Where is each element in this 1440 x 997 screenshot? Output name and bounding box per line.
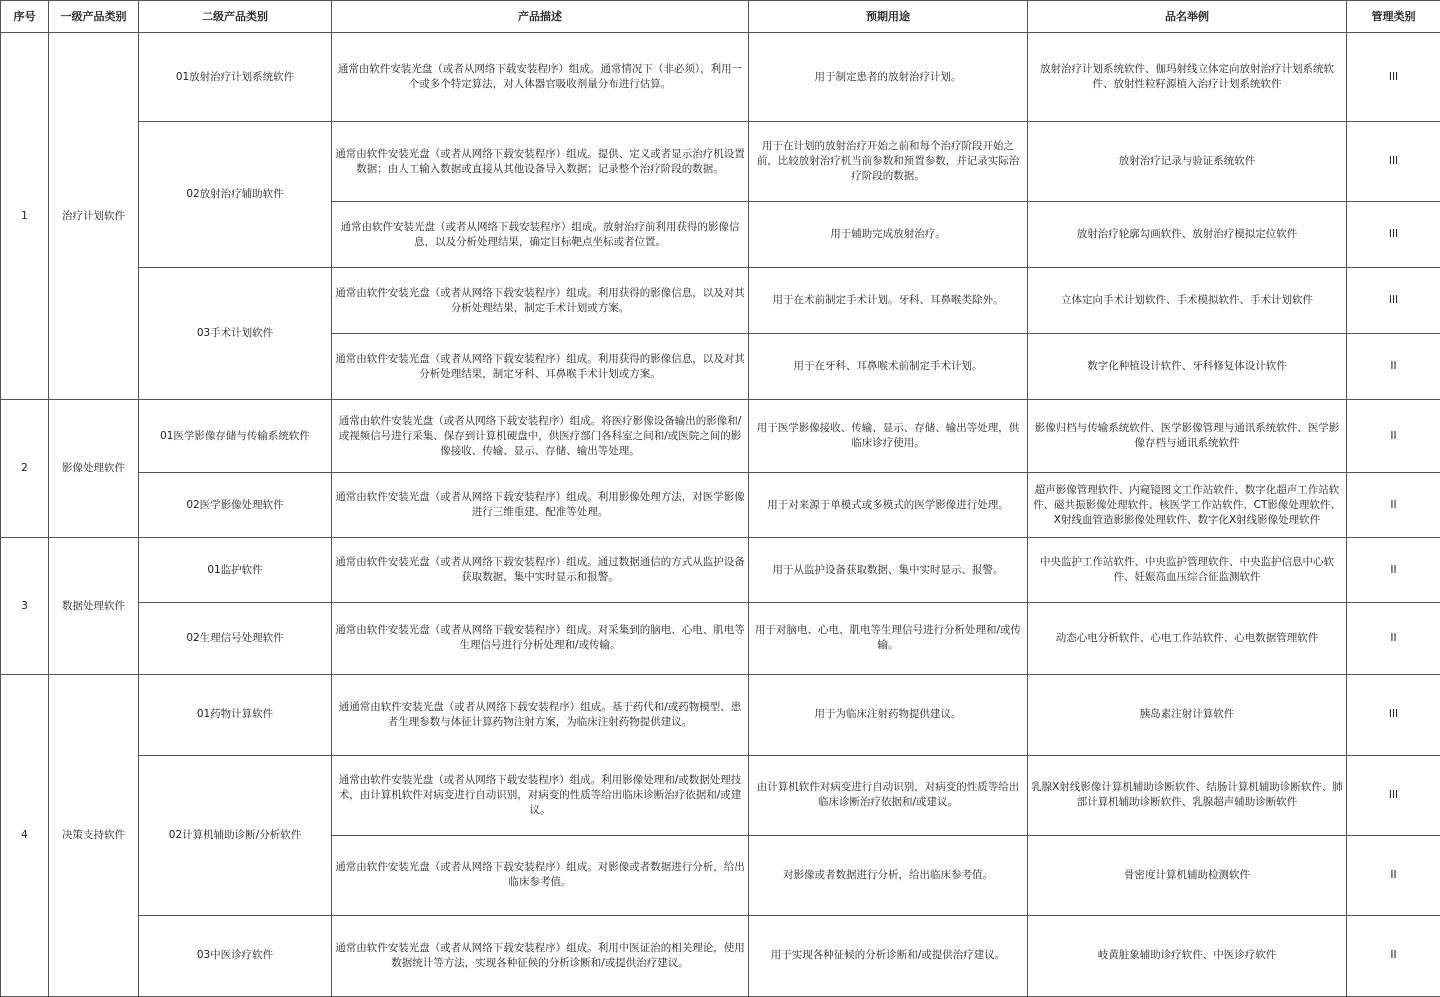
description-cell: 通常由软件安装光盘（或者从网络下载安装程序）组成。利用获得的影像信息，以及对其分析处理结果，制定牙科、耳鼻喉手术计划或方案。 [332, 334, 749, 400]
intended-use-cell: 用于在计划的放射治疗开始之前和每个治疗阶段开始之前，比较放射治疗机当前参数和预置参数，并记录实际治疗阶段的数据。 [749, 122, 1028, 202]
examples-cell: 放射治疗记录与验证系统软件 [1028, 122, 1347, 202]
management-class-cell: II [1347, 915, 1440, 996]
category-level2-cell: 01监护软件 [139, 538, 332, 602]
header-management-class: 管理类别 [1347, 1, 1440, 33]
intended-use-cell: 用于为临床注射药物提供建议。 [749, 674, 1028, 755]
intended-use-cell: 用于对脑电、心电、肌电等生理信号进行分析处理和/或传输。 [749, 602, 1028, 674]
intended-use-cell: 用于辅助完成放射治疗。 [749, 202, 1028, 268]
management-class-cell: II [1347, 538, 1440, 602]
category-level1-cell: 决策支持软件 [49, 674, 139, 996]
table-row [1, 33, 1440, 122]
description-cell: 通常由软件安装光盘（或者从网络下载安装程序）组成。通常情况下（非必须），利用一个或多个特定算法，对人体器官吸收剂量分布进行估算。 [332, 33, 749, 122]
header-serial: 序号 [1, 1, 49, 33]
intended-use-cell: 用于在牙科、耳鼻喉术前制定手术计划。 [749, 334, 1028, 400]
table-row [1, 268, 1440, 334]
table-row [1, 473, 1440, 538]
management-class-cell: II [1347, 835, 1440, 915]
header-category-level1: 一级产品类别 [49, 1, 139, 33]
description-cell: 通常由软件安装光盘（或者从网络下载安装程序）组成。利用获得的影像信息，以及对其分析处理结果，制定手术计划或方案。 [332, 268, 749, 334]
examples-cell: 岐黄脏象辅助诊疗软件、中医诊疗软件 [1028, 915, 1347, 996]
examples-cell: 立体定向手术计划软件、手术模拟软件、手术计划软件 [1028, 268, 1347, 334]
table-row [1, 122, 1440, 202]
description-cell: 通常由软件安装光盘（或者从网络下载安装程序）组成。对采集到的脑电、心电、肌电等生理信号进行分析处理和/或传输。 [332, 602, 749, 674]
description-cell: 通常由软件安装光盘（或者从网络下载安装程序）组成。利用影像处理方法，对医学影像进行三维重建、配准等处理。 [332, 473, 749, 538]
management-class-cell: II [1347, 400, 1440, 473]
table-row [1, 538, 1440, 602]
serial-cell: 3 [1, 538, 49, 674]
management-class-cell: II [1347, 334, 1440, 400]
category-level2-cell: 03手术计划软件 [139, 268, 332, 400]
serial-cell: 2 [1, 400, 49, 538]
management-class-cell: III [1347, 122, 1440, 202]
management-class-cell: III [1347, 268, 1440, 334]
description-cell: 通常由软件安装光盘（或者从网络下载安装程序）组成。将医疗影像设备输出的影像和/或视频信号进行采集、保存到计算机硬盘中，供医疗部门各科室之间和/或医院之间的影像接收、传输、显示、存储、输出等处理。 [332, 400, 749, 473]
description-cell: 通常由软件安装光盘（或者从网络下载安装程序）组成。通过数据通信的方式从监护设备获取数据，集中实时显示和报警。 [332, 538, 749, 602]
intended-use-cell: 用于医学影像接收、传输、显示、存储、输出等处理，供临床诊疗使用。 [749, 400, 1028, 473]
category-level2-cell: 02放射治疗辅助软件 [139, 122, 332, 268]
management-class-cell: III [1347, 755, 1440, 835]
category-level1-cell: 影像处理软件 [49, 400, 139, 538]
category-level2-cell: 01药物计算软件 [139, 674, 332, 755]
examples-cell: 数字化种植设计软件、牙科修复体设计软件 [1028, 334, 1347, 400]
category-level2-cell: 02生理信号处理软件 [139, 602, 332, 674]
examples-cell: 胰岛素注射计算软件 [1028, 674, 1347, 755]
description-cell: 通通常由软件安装光盘（或者从网络下载安装程序）组成。基于药代和/或药物模型、患者生理参数与体征计算药物注射方案，为临床注射药物提供建议。 [332, 674, 749, 755]
intended-use-cell: 由计算机软件对病变进行自动识别，对病变的性质等给出临床诊断治疗依据和/或建议。 [749, 755, 1028, 835]
category-level1-cell: 治疗计划软件 [49, 33, 139, 400]
category-level2-cell: 03中医诊疗软件 [139, 915, 332, 996]
management-class-cell: III [1347, 202, 1440, 268]
table-row [1, 400, 1440, 473]
intended-use-cell: 用于制定患者的放射治疗计划。 [749, 33, 1028, 122]
examples-cell: 骨密度计算机辅助检测软件 [1028, 835, 1347, 915]
intended-use-cell: 对影像或者数据进行分析，给出临床参考值。 [749, 835, 1028, 915]
table-row [1, 602, 1440, 674]
header-examples: 品名举例 [1028, 1, 1347, 33]
examples-cell: 乳腺X射线影像计算机辅助诊断软件、结肠计算机辅助诊断软件、肺部计算机辅助诊断软件、乳腺超声辅助诊断软件 [1028, 755, 1347, 835]
intended-use-cell: 用于实现各种征候的分析诊断和/或提供治疗建议。 [749, 915, 1028, 996]
examples-cell: 动态心电分析软件、心电工作站软件、心电数据管理软件 [1028, 602, 1347, 674]
table-row [1, 674, 1440, 755]
header-description: 产品描述 [332, 1, 749, 33]
intended-use-cell: 用于对来源于单模式或多模式的医学影像进行处理。 [749, 473, 1028, 538]
examples-cell: 中央监护工作站软件、中央监护管理软件、中央监护信息中心软件、妊娠高血压综合征监测软件 [1028, 538, 1347, 602]
header-intended-use: 预期用途 [749, 1, 1028, 33]
management-class-cell: II [1347, 473, 1440, 538]
examples-cell: 超声影像管理软件、内窥镜图文工作站软件、数字化超声工作站软件、磁共振影像处理软件、核医学工作站软件、CT影像处理软件、X射线血管造影影像处理软件、数字化X射线影像处理软件 [1028, 473, 1347, 538]
management-class-cell: III [1347, 33, 1440, 122]
category-level2-cell: 01放射治疗计划系统软件 [139, 33, 332, 122]
header-row [1, 1, 1440, 33]
examples-cell: 放射治疗计划系统软件、伽玛射线立体定向放射治疗计划系统软件、放射性粒籽源植入治疗计划系统软件 [1028, 33, 1347, 122]
description-cell: 通常由软件安装光盘（或者从网络下载安装程序）组成。利用影像处理和/或数据处理技术，由计算机软件对病变进行自动识别，对病变的性质等给出临床诊断治疗依据和/或建议。 [332, 755, 749, 835]
examples-cell: 放射治疗轮廓勾画软件、放射治疗模拟定位软件 [1028, 202, 1347, 268]
category-level2-cell: 02医学影像处理软件 [139, 473, 332, 538]
category-level2-cell: 02计算机辅助诊断/分析软件 [139, 755, 332, 915]
description-cell: 通常由软件安装光盘（或者从网络下载安装程序）组成。对影像或者数据进行分析，给出临床参考值。 [332, 835, 749, 915]
serial-cell: 4 [1, 674, 49, 996]
description-cell: 通常由软件安装光盘（或者从网络下载安装程序）组成。提供、定义或者显示治疗机设置数据；由人工输入数据或直接从其他设备导入数据；记录整个治疗阶段的数据。 [332, 122, 749, 202]
category-level1-cell: 数据处理软件 [49, 538, 139, 674]
table-row [1, 755, 1440, 835]
description-cell: 通常由软件安装光盘（或者从网络下载安装程序）组成。放射治疗前利用获得的影像信息，以及分析处理结果，确定目标靶点坐标或者位置。 [332, 202, 749, 268]
intended-use-cell: 用于在术前制定手术计划。牙科、耳鼻喉类除外。 [749, 268, 1028, 334]
header-category-level2: 二级产品类别 [139, 1, 332, 33]
serial-cell: 1 [1, 33, 49, 400]
table-row [1, 915, 1440, 996]
examples-cell: 影像归档与传输系统软件、医学影像管理与通讯系统软件、医学影像存档与通讯系统软件 [1028, 400, 1347, 473]
category-level2-cell: 01医学影像存储与传输系统软件 [139, 400, 332, 473]
description-cell: 通常由软件安装光盘（或者从网络下载安装程序）组成。利用中医证治的相关理论，使用数据统计等方法，实现各种征候的分析诊断和/或提供治疗建议。 [332, 915, 749, 996]
management-class-cell: III [1347, 674, 1440, 755]
intended-use-cell: 用于从监护设备获取数据、集中实时显示、报警。 [749, 538, 1028, 602]
management-class-cell: II [1347, 602, 1440, 674]
